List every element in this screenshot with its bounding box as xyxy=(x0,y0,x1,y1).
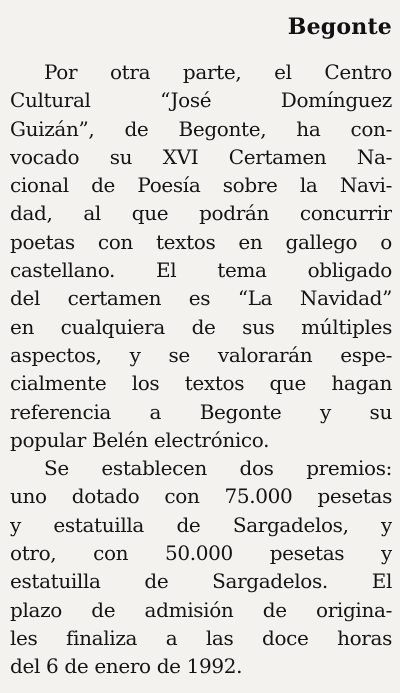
text-line: Guizán”, de Begonte, ha con- xyxy=(10,116,392,141)
paragraph-1 xyxy=(10,58,392,454)
headline: Begonte xyxy=(287,14,392,40)
text-line: Cultural “José Domínguez xyxy=(10,88,392,113)
text-line: vocado su XVI Certamen Na- xyxy=(10,144,392,169)
text-line: otro, con 50.000 pesetas y xyxy=(10,541,392,566)
text-line: cialmente los textos que hagan xyxy=(10,371,392,396)
text-line: uno dotado con 75.000 pesetas xyxy=(10,484,392,509)
text-line: castellano. El tema obligado xyxy=(10,258,392,283)
text-line: Por otra parte, el Centro xyxy=(44,60,392,84)
newspaper-clipping xyxy=(10,10,394,682)
text-line: poetas con textos en gallego o xyxy=(10,229,392,254)
text-line: del 6 de enero de 1992. xyxy=(10,654,243,679)
text-line: les finaliza a las doce horas xyxy=(10,625,392,650)
text-line: del certamen es “La Navidad” xyxy=(10,286,392,311)
text-line: referencia a Begonte y su xyxy=(10,399,392,424)
text-line: plazo de admisión de origina- xyxy=(10,597,392,622)
text-line: aspectos, y se valorarán espe- xyxy=(10,342,392,367)
paragraph-2 xyxy=(10,454,392,680)
text-line: estatuilla de Sargadelos. El xyxy=(10,569,392,594)
text-line: y estatuilla de Sargadelos, y xyxy=(10,512,392,537)
article-body xyxy=(10,58,392,681)
text-line: Se establecen dos premios: xyxy=(44,456,392,481)
text-line: popular Belén electrónico. xyxy=(10,427,270,452)
text-line: cional de Poesía sobre la Navi- xyxy=(10,173,392,198)
text-line: dad, al que podrán concurrir xyxy=(10,201,392,226)
text-line: en cualquiera de sus múltiples xyxy=(10,314,392,339)
